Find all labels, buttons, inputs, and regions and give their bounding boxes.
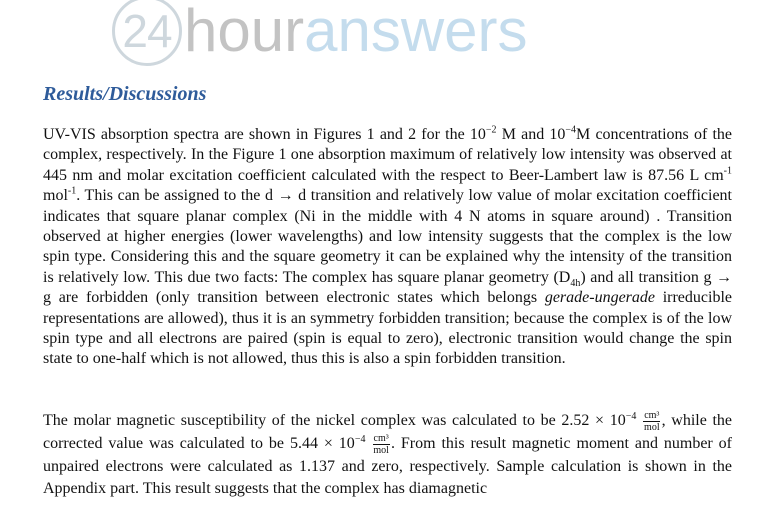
watermark-word-hour: hour (184, 0, 305, 64)
unit-fraction: $\frac{\text{cm³}}{\text{mol}}$ (373, 433, 389, 456)
unit-fraction: $\frac{\text{cm³}}{\text{mol}}$ (644, 410, 660, 433)
italic-term: gerade-ungerade (544, 289, 655, 307)
watermark-circle-badge: 24 (112, 0, 182, 66)
paragraph-magnetic: The molar magnetic susceptibility of the nickel complex was calculated to be $2.52 \times 10^{-4}$ $\frac{\text{cm³}}{\text{mol}}$ , while the corrected value was calculated to be $5.44 \times 10^{-4}$ $\frac{\text{cm³}}{\text{mol}}$ . From this result magnetic moment and number of unpaired electrons were calculated as 1.137 and zero, respectively. Sample calculation is shown in the Appendix part. This result suggests that the complex has diamagnetic (43, 410, 733, 497)
paragraph-uv-vis: UV-VIS absorption spectra are shown in Figures 1 and 2 for the $10^{-2}$ M and $10^{-4}M$ concentrations of the complex, respectively. In the Figure 1 one absorption maximum of relatively low intensity was observed at 445 nm and molar excitation coefficient calculated with the respect to Beer-Lambert law is 87.56 L $cm^{-1}$ mol$^{-1}$. This can be assigned to the d → d transition and relatively low value of molar excitation coefficient indicates that square planar complex (Ni in the middle with 4 N atoms in square around) . Transition observed at higher energies (lower wavelengths) and low intensity suggests that the complex is the low spin type. Considering this and the square geometry it can be explained why the intensity of the transition is relatively low. This due two facts: The complex has square planar geometry $(D_{4h})$ and all transition g → g are forbidden (only transition between electronic states which belongs gerade-ungerade irreducible representations are allowed), thus it is an symmetry forbidden transition; because the complex is of the low spin type and all electrons are paired (spin is equal to zero), electronic transition would change the spin state to one-half which is not allowed, thus this is also a spin forbidden transition. (43, 124, 733, 368)
section-heading: Results/Discussions (43, 83, 207, 105)
watermark-word-answers: answers (304, 0, 528, 64)
site-watermark-logo (112, 0, 528, 68)
